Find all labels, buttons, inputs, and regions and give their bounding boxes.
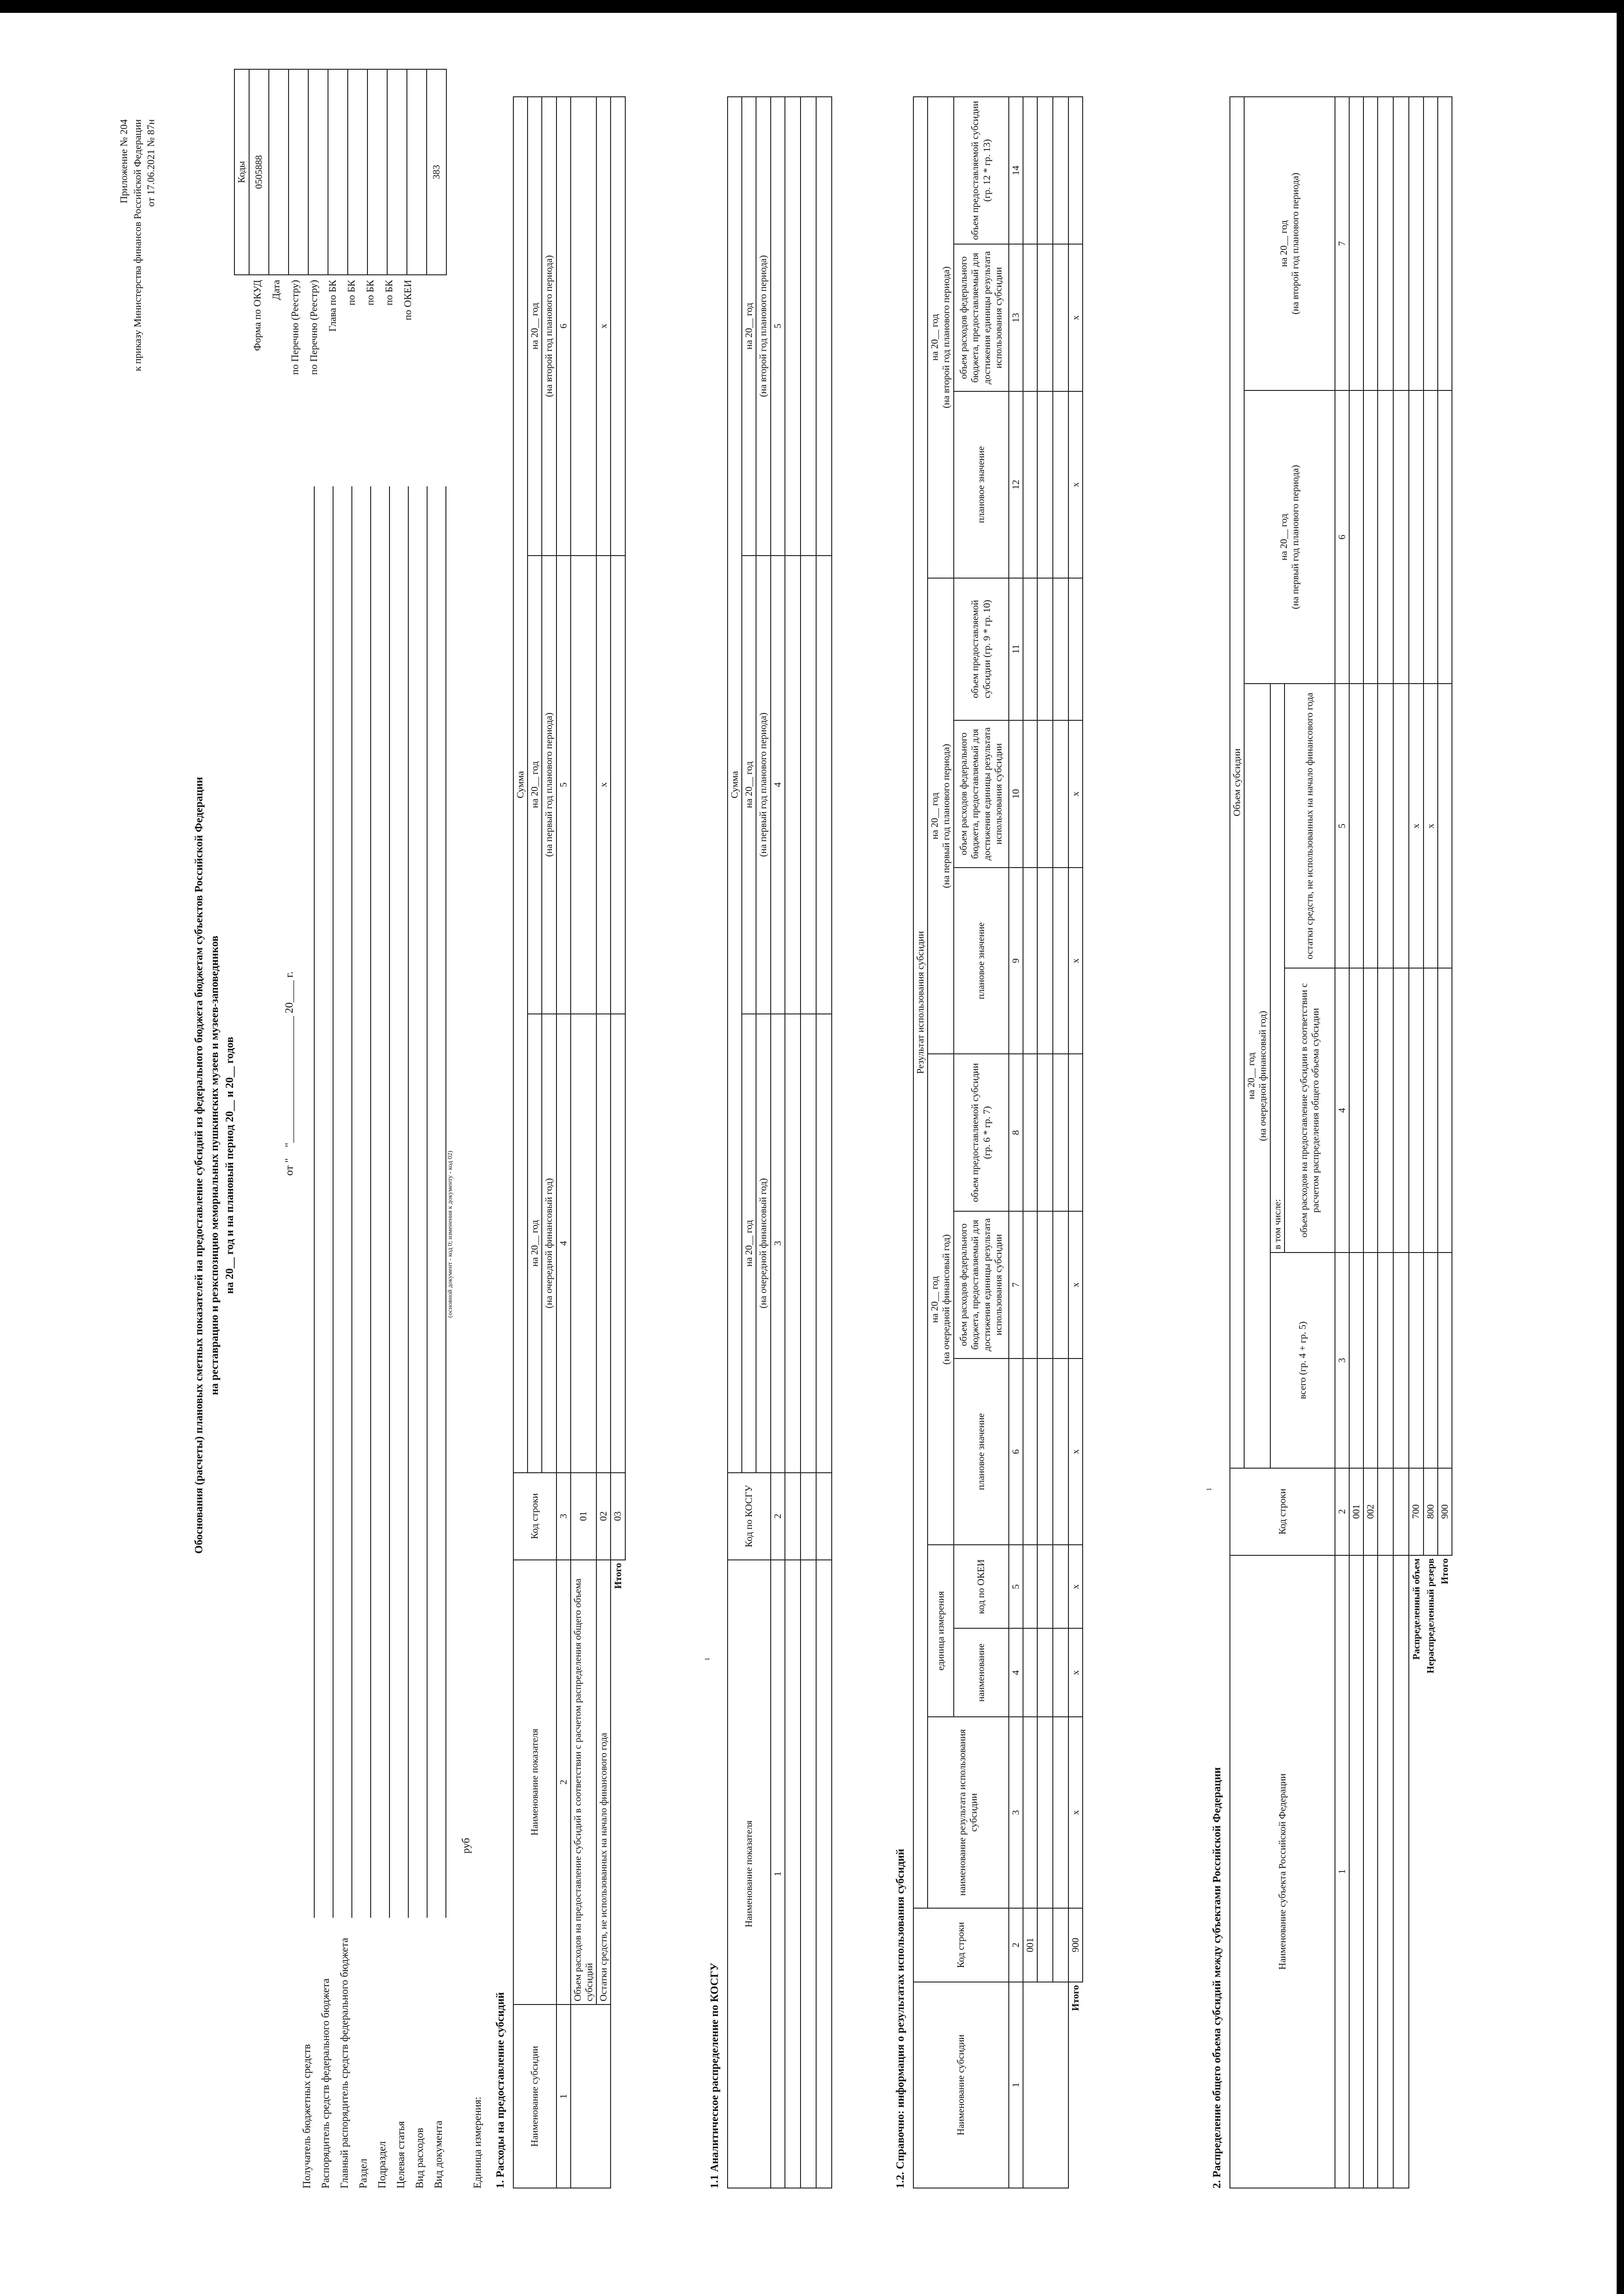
s11-cell[interactable] bbox=[816, 1560, 832, 2188]
s1-row-value: x bbox=[596, 556, 611, 1014]
s1-row-value[interactable] bbox=[571, 1014, 596, 1473]
s12-cell[interactable] bbox=[1037, 1717, 1053, 1908]
section-1-title: 1. Расходы на предоставление субсидий bbox=[495, 1992, 506, 2188]
codes-box bbox=[234, 69, 447, 275]
s12-head-year-2-sub: (на первый год планового периода) bbox=[940, 744, 952, 888]
s12-row-code: 001 bbox=[1023, 1908, 1037, 1982]
field-line-3 bbox=[351, 486, 352, 1918]
s12-total-x: x bbox=[1068, 391, 1083, 578]
section-1-1-title-sup: 1 bbox=[704, 1657, 711, 1661]
field-chief-manager: Главный распорядитель средств федерального бюджета bbox=[339, 1938, 350, 2188]
s12-cell[interactable] bbox=[1023, 1628, 1037, 1717]
s2-total-cell[interactable] bbox=[1409, 97, 1423, 390]
code-label-okei: по ОКЕИ bbox=[402, 280, 413, 321]
codes-registry-1 bbox=[289, 69, 308, 275]
field-manager: Распорядитель средств федерального бюджета bbox=[320, 1978, 331, 2188]
document-type-hint: (основной документ - код 0; изменения к документу - код 02) bbox=[447, 1151, 454, 1318]
code-label-registry-1: по Перечню (Реестру) bbox=[289, 280, 300, 375]
form-title-line-1: Обоснования (расчеты) плановых сметных показателей на предоставление субсидий из федерального бюджета бюджетам субъектов Российской Федерации bbox=[193, 777, 205, 1554]
s2-num: 4 bbox=[1335, 968, 1349, 1253]
s1-head-subsidy: Наименование субсидии bbox=[513, 2004, 556, 2188]
s2-cell[interactable] bbox=[1363, 684, 1378, 968]
s2-region-cell[interactable] bbox=[1393, 1555, 1409, 2188]
s1-total-value[interactable] bbox=[611, 556, 625, 1014]
date-quote: " bbox=[284, 1142, 295, 1147]
section-1-2-title: 1.2. Справочно: информация о результатах использования субсидий bbox=[895, 1849, 907, 2188]
s12-cell[interactable] bbox=[1053, 97, 1068, 244]
section-1-table bbox=[513, 96, 626, 2188]
code-labels bbox=[248, 280, 417, 473]
s2-num: 6 bbox=[1335, 390, 1349, 684]
s11-num: 4 bbox=[771, 556, 785, 1014]
s1-num: 4 bbox=[556, 1014, 571, 1473]
field-line-8 bbox=[445, 486, 446, 1918]
field-line-2 bbox=[333, 486, 334, 1918]
date-prefix: от " bbox=[284, 1158, 295, 1176]
code-label-bk-1: по БК bbox=[345, 280, 357, 306]
s2-num: 7 bbox=[1335, 97, 1349, 390]
s2-total-cell[interactable] bbox=[1438, 968, 1452, 1253]
s1-row-code: 01 bbox=[571, 1473, 596, 1560]
field-target-item: Целевая статья bbox=[395, 2121, 406, 2188]
s12-head-code: Код строки bbox=[913, 1908, 1009, 1982]
s11-cell[interactable] bbox=[801, 97, 816, 556]
codes-empty bbox=[407, 69, 427, 275]
s12-cell[interactable] bbox=[1023, 578, 1037, 720]
section-1-1-title: 1.1 Аналитическое распределение по КОСГУ bbox=[709, 1962, 721, 2188]
s1-row-name: Остатки средств, не использованных на начало финансового года bbox=[596, 1560, 611, 2005]
s12-cell[interactable] bbox=[1023, 1359, 1037, 1545]
s11-cell[interactable] bbox=[816, 1473, 832, 1560]
s2-head-year-2-label: на 20__ год bbox=[1278, 513, 1289, 561]
s11-cell[interactable] bbox=[785, 97, 801, 556]
s12-num: 9 bbox=[1009, 868, 1023, 1054]
s12-num: 13 bbox=[1009, 244, 1023, 391]
form-title-line-3: на 20__ год и на плановый период 20__ и 20__ годов bbox=[224, 1036, 236, 1294]
s12-total-value[interactable] bbox=[1068, 97, 1083, 244]
codes-date bbox=[269, 69, 289, 275]
s12-cell[interactable] bbox=[1037, 578, 1053, 720]
s12-head-exp-1: объем расходов федерального бюджета, предоставляемый для достижения единицы результата использования субсидии bbox=[954, 1211, 1009, 1359]
codes-bk-2 bbox=[367, 69, 387, 275]
s2-row-code: 001 bbox=[1349, 1468, 1363, 1555]
section-2-title-sup: 1 bbox=[1206, 1487, 1213, 1491]
s11-head-year-1-sub: (на очередной финансовый год) bbox=[756, 1014, 770, 1473]
field-expense-type: Вид расходов bbox=[414, 2127, 425, 2188]
s12-total-code: 900 bbox=[1068, 1908, 1083, 1982]
s11-cell[interactable] bbox=[816, 97, 832, 556]
s12-head-year-1-sub: (на очередной финансовый год) bbox=[940, 1234, 952, 1365]
s2-head-year-3-label: на 20__ год bbox=[1278, 220, 1289, 267]
s2-cell[interactable] bbox=[1393, 97, 1409, 390]
s2-head-year-2-sub: (на первый год планового периода) bbox=[1289, 465, 1301, 609]
s1-head-indicator: Наименование показателя bbox=[513, 1560, 556, 2005]
s2-head-volume: Объем субсидии bbox=[1230, 97, 1244, 1468]
field-line-7 bbox=[427, 486, 428, 1918]
s2-head-code: Код строки bbox=[1230, 1468, 1335, 1555]
s12-head-unit-name: наименование bbox=[954, 1628, 1009, 1717]
s12-cell[interactable] bbox=[1037, 720, 1053, 868]
s2-total-label: Распределенный объем bbox=[1409, 1555, 1423, 2188]
section-2-table bbox=[1229, 96, 1452, 2188]
s2-region-cell[interactable] bbox=[1378, 1555, 1393, 2188]
s2-head-year-1 bbox=[1244, 684, 1270, 1468]
s12-num: 6 bbox=[1009, 1359, 1023, 1545]
field-line-1 bbox=[314, 486, 315, 1918]
section-2-title: 2. Распределение общего объема субсидий между субъектами Российской Федерации bbox=[1211, 1767, 1223, 2188]
s11-head-indicator: Наименование показателя bbox=[728, 1560, 771, 2188]
s12-num: 10 bbox=[1009, 720, 1023, 868]
s11-cell[interactable] bbox=[816, 1014, 832, 1473]
s2-row-code: 002 bbox=[1363, 1468, 1378, 1555]
s12-cell[interactable] bbox=[1023, 1717, 1037, 1908]
field-document-type: Вид документа bbox=[433, 2121, 444, 2188]
s2-cell[interactable] bbox=[1363, 390, 1378, 684]
s1-head-year-1: на 20__ год bbox=[528, 1014, 542, 1473]
code-label-bk-2: по БК bbox=[364, 280, 376, 306]
section-1-1-table bbox=[727, 96, 832, 2188]
field-line-4 bbox=[370, 486, 371, 1918]
s12-cell[interactable] bbox=[1037, 868, 1053, 1054]
s1-row-value[interactable] bbox=[596, 1014, 611, 1473]
s2-cell[interactable] bbox=[1393, 390, 1409, 684]
s2-total-label: Итого bbox=[1439, 1558, 1450, 1585]
s1-num: 5 bbox=[556, 556, 571, 1014]
s12-head-unit: единица измерения bbox=[928, 1545, 953, 1716]
s2-head-year-3 bbox=[1244, 97, 1335, 390]
field-section: Раздел bbox=[357, 2158, 369, 2188]
s2-num: 1 bbox=[1335, 1555, 1349, 2188]
s11-num: 1 bbox=[771, 1560, 785, 2188]
codes-okei: 383 bbox=[427, 69, 446, 275]
s12-head-plan-1: плановое значение bbox=[954, 1359, 1009, 1545]
appendix-line-3: от 17.06.2021 № 87н bbox=[145, 119, 157, 207]
s12-cell[interactable] bbox=[1023, 391, 1037, 578]
s2-head-year-3-sub: (на второй год планового периода) bbox=[1289, 173, 1301, 315]
s1-head-year-2-sub: (на первый год планового периода) bbox=[542, 556, 556, 1014]
s12-cell[interactable] bbox=[1037, 391, 1053, 578]
s1-row-value: x bbox=[596, 97, 611, 556]
s2-total-code: 700 bbox=[1409, 1468, 1423, 1555]
s2-total-cell[interactable] bbox=[1424, 97, 1438, 390]
s12-head-exp-3: объем расходов федерального бюджета, предоставляемый для достижения единицы результата использования субсидии bbox=[954, 244, 1009, 391]
codes-registry-2 bbox=[308, 69, 328, 275]
s1-num: 3 bbox=[556, 1473, 571, 1560]
s12-cell[interactable] bbox=[1053, 720, 1068, 868]
s12-head-vol-3: объем предоставляемой субсидии (гр. 12 * гр. 13) bbox=[954, 97, 1009, 244]
s2-head-year-1-sub: (на очередной финансовый год) bbox=[1257, 1011, 1268, 1141]
s2-total-cell[interactable] bbox=[1438, 684, 1452, 968]
s12-head-year-1 bbox=[928, 1054, 953, 1545]
section-1-2-table bbox=[913, 96, 1083, 2188]
s2-total-cell[interactable] bbox=[1438, 390, 1452, 684]
s1-head-year-2: на 20__ год bbox=[528, 556, 542, 1014]
s1-row-name: Объем расходов на предоставление субсидий в соответствии с расчетом распределения общего объема субсидий bbox=[571, 1560, 596, 2005]
codes-bk-3 bbox=[387, 69, 407, 275]
s2-head-total: всего (гр. 4 + гр. 5) bbox=[1270, 1253, 1335, 1468]
s12-cell[interactable] bbox=[1053, 1717, 1068, 1908]
s11-head-year-2: на 20__ год bbox=[742, 556, 756, 1014]
s12-cell[interactable] bbox=[1053, 1054, 1068, 1211]
s2-cell[interactable] bbox=[1393, 1253, 1409, 1468]
s11-num: 5 bbox=[771, 97, 785, 556]
s2-cell[interactable] bbox=[1378, 968, 1393, 1253]
s12-head-vol-2: объем предоставляемой субсидии (гр. 9 * гр. 10) bbox=[954, 578, 1009, 720]
date-year-prefix: 20 bbox=[284, 1002, 295, 1013]
s2-head-region: Наименование субъекта Российской Федерации bbox=[1230, 1555, 1335, 2188]
s1-head-year-3-sub: (на второй год планового периода) bbox=[542, 97, 556, 556]
s2-cell[interactable] bbox=[1349, 684, 1363, 968]
code-label-registry-2: по Перечню (Реестру) bbox=[308, 280, 319, 375]
s12-total-x: x bbox=[1068, 1717, 1083, 1908]
s1-total-value[interactable] bbox=[611, 97, 625, 556]
s12-cell[interactable] bbox=[1023, 1211, 1037, 1359]
s1-row-code: 02 bbox=[596, 1473, 611, 1560]
s12-total-value[interactable] bbox=[1068, 578, 1083, 720]
s12-cell[interactable] bbox=[1037, 1628, 1053, 1717]
s2-total-cell[interactable] bbox=[1438, 97, 1452, 390]
s11-cell[interactable] bbox=[785, 1473, 801, 1560]
appendix-line-1: Приложение № 204 bbox=[118, 119, 129, 204]
s12-head-plan-3: плановое значение bbox=[954, 391, 1009, 578]
s1-num: 6 bbox=[556, 97, 571, 556]
s12-head-year-3-sub: (на второй год планового периода) bbox=[940, 266, 952, 408]
s12-cell[interactable] bbox=[1037, 1211, 1053, 1359]
s12-head-subsidy: Наименование субсидии bbox=[913, 1982, 1009, 2188]
s12-total-label: Итого bbox=[1068, 1982, 1083, 2188]
s11-head-kosgu: Код по КОСГУ bbox=[728, 1473, 771, 1560]
s12-subsidy-cell[interactable] bbox=[1023, 1982, 1068, 2188]
s2-total-cell[interactable] bbox=[1438, 1253, 1452, 1468]
s12-total-x: x bbox=[1068, 720, 1083, 868]
s2-head-calc: объем расходов на предоставление субсидии в соответствии с расчетом распределения общего объема субсидии bbox=[1285, 968, 1335, 1253]
s12-cell[interactable] bbox=[1037, 1545, 1053, 1628]
s12-total-value[interactable] bbox=[1068, 1054, 1083, 1211]
s2-total-x: x bbox=[1409, 684, 1423, 968]
s12-head-year-1-label: на 20__ год bbox=[929, 1276, 940, 1323]
s12-cell[interactable] bbox=[1053, 244, 1068, 391]
s1-num: 2 bbox=[556, 1560, 571, 2005]
s12-cell[interactable] bbox=[1053, 868, 1068, 1054]
s12-cell[interactable] bbox=[1037, 97, 1053, 244]
s12-cell[interactable] bbox=[1023, 720, 1037, 868]
s1-head-sum: Сумма bbox=[513, 97, 528, 1473]
appendix-note bbox=[117, 119, 158, 486]
s2-cell[interactable] bbox=[1378, 390, 1393, 684]
s12-num: 1 bbox=[1009, 1982, 1023, 2188]
s12-head-exp-2: объем расходов федерального бюджета, предоставляемый для достижения единицы результата использования субсидии bbox=[954, 720, 1009, 868]
s12-head-year-3-label: на 20__ год bbox=[929, 314, 940, 361]
form-title-line-2: на реставрацию и реэкспозицию мемориальных пушкинских музеев и музеев-заповедников bbox=[208, 935, 221, 1395]
s12-head-result: Результат использования субсидии bbox=[913, 97, 928, 1908]
s12-head-plan-2: плановое значение bbox=[954, 868, 1009, 1054]
s12-cell[interactable] bbox=[1037, 1054, 1053, 1211]
s11-cell[interactable] bbox=[785, 1560, 801, 2188]
s11-head-sum: Сумма bbox=[728, 97, 742, 1473]
s2-region-cell[interactable] bbox=[1349, 1555, 1363, 2188]
s11-cell[interactable] bbox=[801, 1560, 816, 2188]
date-line: от " "_______________________ 20____ г. bbox=[284, 971, 295, 1176]
s12-num: 4 bbox=[1009, 1628, 1023, 1717]
s12-cell[interactable] bbox=[1023, 97, 1037, 244]
s1-head-year-1-sub: (на очередной финансовый год) bbox=[542, 1014, 556, 1473]
s1-head-year-3: на 20__ год bbox=[528, 97, 542, 556]
s12-head-result-name: наименование результата использования субсидии bbox=[928, 1717, 1008, 1908]
s12-head-year-3 bbox=[928, 97, 953, 578]
s12-head-vol-1: объем предоставляемой субсидии (гр. 6 * гр. 7) bbox=[954, 1054, 1009, 1211]
codes-chapter bbox=[328, 69, 348, 275]
s2-total-x: x bbox=[1424, 684, 1438, 968]
s2-cell[interactable] bbox=[1378, 97, 1393, 390]
s12-total-x: x bbox=[1068, 1545, 1083, 1628]
s12-cell[interactable] bbox=[1023, 244, 1037, 391]
code-label-bk-3: по БК bbox=[383, 280, 395, 306]
header-field-labels bbox=[297, 1932, 448, 2188]
s2-head-including: в том числе: bbox=[1270, 684, 1285, 1252]
s2-cell[interactable] bbox=[1363, 97, 1378, 390]
s2-cell[interactable] bbox=[1393, 684, 1409, 968]
codes-header: Коды bbox=[234, 69, 249, 275]
s2-cell[interactable] bbox=[1363, 968, 1378, 1253]
s12-cell[interactable] bbox=[1053, 1211, 1068, 1359]
s11-head-year-3-sub: (на второй год планового периода) bbox=[756, 97, 770, 556]
s11-cell[interactable] bbox=[801, 556, 816, 1014]
unit-label: Единица измерения: bbox=[472, 2096, 483, 2188]
s11-num: 2 bbox=[771, 1473, 785, 1560]
s12-cell[interactable] bbox=[1023, 1545, 1037, 1628]
s2-total-cell[interactable] bbox=[1424, 968, 1438, 1253]
s2-region-cell[interactable] bbox=[1363, 1555, 1378, 2188]
s12-cell[interactable] bbox=[1053, 578, 1068, 720]
s11-num: 3 bbox=[771, 1014, 785, 1473]
s12-num: 12 bbox=[1009, 391, 1023, 578]
s2-num: 3 bbox=[1335, 1253, 1349, 1468]
s12-head-year-2 bbox=[928, 578, 953, 1054]
s11-head-year-3: на 20__ год bbox=[742, 97, 756, 556]
s2-total-label: Нераспределенный резерв bbox=[1424, 1558, 1436, 1674]
s1-row-value[interactable] bbox=[571, 556, 596, 1014]
s2-cell[interactable] bbox=[1349, 97, 1363, 390]
s2-cell[interactable] bbox=[1393, 968, 1409, 1253]
s1-subsidy-cell[interactable] bbox=[571, 2004, 611, 2188]
s12-num: 11 bbox=[1009, 578, 1023, 720]
s1-total-code: 03 bbox=[611, 1473, 625, 1560]
s12-cell[interactable] bbox=[1053, 1908, 1068, 1982]
s2-cell[interactable] bbox=[1378, 1253, 1393, 1468]
s12-cell[interactable] bbox=[1023, 1054, 1037, 1211]
field-line-5 bbox=[389, 486, 390, 1918]
s2-total-cell[interactable] bbox=[1409, 1253, 1423, 1468]
s2-num: 5 bbox=[1335, 684, 1349, 968]
date-year-suffix: г. bbox=[284, 971, 295, 978]
s1-total-value[interactable] bbox=[611, 1014, 625, 1473]
s2-cell[interactable] bbox=[1363, 1253, 1378, 1468]
s2-total-code: 900 bbox=[1438, 1468, 1452, 1555]
s12-cell[interactable] bbox=[1053, 391, 1068, 578]
s11-cell[interactable] bbox=[801, 1473, 816, 1560]
s2-head-rest: остатки средств, не использованных на начало финансового года bbox=[1285, 684, 1335, 968]
s12-cell[interactable] bbox=[1037, 1908, 1053, 1982]
s12-cell[interactable] bbox=[1053, 1359, 1068, 1545]
s11-cell[interactable] bbox=[816, 556, 832, 1014]
s11-head-year-2-sub: (на первый год планового периода) bbox=[756, 556, 770, 1014]
s12-head-unit-okei: код по ОКЕИ bbox=[954, 1545, 1009, 1628]
s2-row-code bbox=[1378, 1468, 1393, 1555]
field-line-6 bbox=[408, 486, 409, 1918]
s12-cell[interactable] bbox=[1037, 1359, 1053, 1545]
s2-total-cell[interactable] bbox=[1409, 390, 1423, 684]
s2-total-code: 800 bbox=[1424, 1468, 1438, 1555]
s1-head-code: Код строки bbox=[513, 1473, 556, 1560]
s12-num: 5 bbox=[1009, 1545, 1023, 1628]
s1-total-label: Итого bbox=[611, 1560, 625, 2188]
form-title bbox=[192, 592, 238, 1739]
codes-bk-1 bbox=[348, 69, 367, 275]
s12-num: 7 bbox=[1009, 1211, 1023, 1359]
s12-num: 14 bbox=[1009, 97, 1023, 244]
code-label-date: Дата bbox=[270, 280, 282, 300]
s11-cell[interactable] bbox=[785, 1014, 801, 1473]
s12-total-x: x bbox=[1068, 1628, 1083, 1717]
s2-num: 2 bbox=[1335, 1468, 1349, 1555]
codes-okud: 0505888 bbox=[249, 69, 269, 275]
s12-total-x: x bbox=[1068, 1359, 1083, 1545]
s12-cell[interactable] bbox=[1053, 1628, 1068, 1717]
unit-value: руб bbox=[460, 1837, 472, 1854]
appendix-line-2: к приказу Министерства финансов Российской Федерации bbox=[131, 119, 143, 372]
code-label-okud: Форма по ОКУД bbox=[251, 280, 263, 351]
s12-num: 3 bbox=[1009, 1717, 1023, 1908]
s12-total-x: x bbox=[1068, 244, 1083, 391]
field-recipient: Получатель бюджетных средств bbox=[301, 2044, 312, 2188]
s12-num: 2 bbox=[1009, 1908, 1023, 1982]
s2-head-year-1-label: на 20__ год bbox=[1246, 1052, 1257, 1099]
s12-cell[interactable] bbox=[1037, 244, 1053, 391]
s12-head-year-2-label: на 20__ год bbox=[929, 792, 940, 840]
s11-head-year-1: на 20__ год bbox=[742, 1014, 756, 1473]
s12-cell[interactable] bbox=[1053, 1545, 1068, 1628]
s2-total-cell[interactable] bbox=[1424, 390, 1438, 684]
s2-total-cell[interactable] bbox=[1424, 1253, 1438, 1468]
s2-row-code bbox=[1393, 1468, 1409, 1555]
s1-num: 1 bbox=[556, 2004, 571, 2188]
s2-total-cell[interactable] bbox=[1409, 968, 1423, 1253]
s12-total-x: x bbox=[1068, 1211, 1083, 1359]
s2-cell[interactable] bbox=[1378, 684, 1393, 968]
s12-num: 8 bbox=[1009, 1054, 1023, 1211]
s11-cell[interactable] bbox=[785, 556, 801, 1014]
s2-cell[interactable] bbox=[1349, 968, 1363, 1253]
code-label-chapter: Глава по БК bbox=[327, 280, 338, 332]
s12-cell[interactable] bbox=[1023, 868, 1037, 1054]
s11-cell[interactable] bbox=[801, 1014, 816, 1473]
field-subsection: Подраздел bbox=[376, 2141, 388, 2188]
s12-total-x: x bbox=[1068, 868, 1083, 1054]
s2-cell[interactable] bbox=[1349, 1253, 1363, 1468]
s2-cell[interactable] bbox=[1349, 390, 1363, 684]
s1-row-value[interactable] bbox=[571, 97, 596, 556]
s2-head-year-2 bbox=[1244, 390, 1335, 684]
